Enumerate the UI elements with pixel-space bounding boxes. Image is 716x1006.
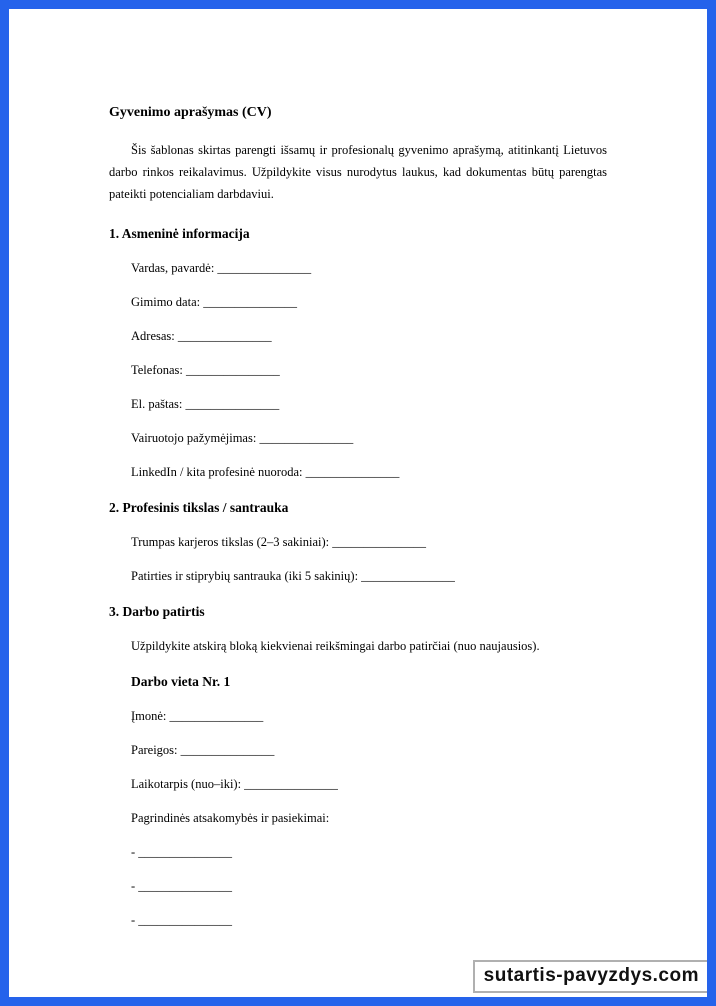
bullet-blank-3: - _______________ [131,913,233,927]
field-stiprybiu-santrauka: Patirties ir stiprybių santrauka (iki 5 sakinių): _______________ [131,569,455,583]
field-vairuotojo-pazymejimas: Vairuotojo pažymėjimas: _______________ [131,431,354,445]
watermark-badge: sutartis-pavyzdys.com [473,960,710,993]
document-content [109,105,607,948]
document-title: Gyvenimo aprašymas (CV) [109,105,272,120]
intro-paragraph: Šis šablonas skirtas parengti išsamų ir profesionalų gyvenimo aprašymą, atitinkantį Lietuvos darbo rinkos reikalavimus. Užpildykite visus nurodytus laukus, kad dokumentas būtų parengtas pateikti potencialiam darbdaviui. [109,143,607,201]
section-2-heading: 2. Profesinis tikslas / santrauka [109,500,289,515]
field-vardas-pavarde: Vardas, pavardė: _______________ [131,261,312,275]
bullet-blank-2: - _______________ [131,879,233,893]
field-el-pastas: El. paštas: _______________ [131,397,280,411]
field-gimimo-data: Gimimo data: _______________ [131,295,297,309]
section-3-heading: 3. Darbo patirtis [109,604,205,619]
field-imone: Įmonė: _______________ [131,709,264,723]
field-karjeros-tikslas: Trumpas karjeros tikslas (2–3 sakiniai): _______________ [131,535,427,549]
field-adresas: Adresas: _______________ [131,329,272,343]
field-laikotarpis: Laikotarpis (nuo–iki): _______________ [131,777,338,791]
section-3-note: Užpildykite atskirą bloką kiekvienai reikšmingai darbo patirčiai (nuo naujausios). [131,639,540,653]
field-atsakomybes-label: Pagrindinės atsakomybės ir pasiekimai: [131,811,330,825]
field-linkedin-nuoroda: LinkedIn / kita profesinė nuoroda: _______________ [131,465,400,479]
field-telefonas: Telefonas: _______________ [131,363,280,377]
bullet-blank-1: - _______________ [131,845,233,859]
workplace-1-subheading: Darbo vieta Nr. 1 [131,674,231,689]
section-1-heading: 1. Asmeninė informacija [109,226,250,241]
field-pareigos: Pareigos: _______________ [131,743,275,757]
